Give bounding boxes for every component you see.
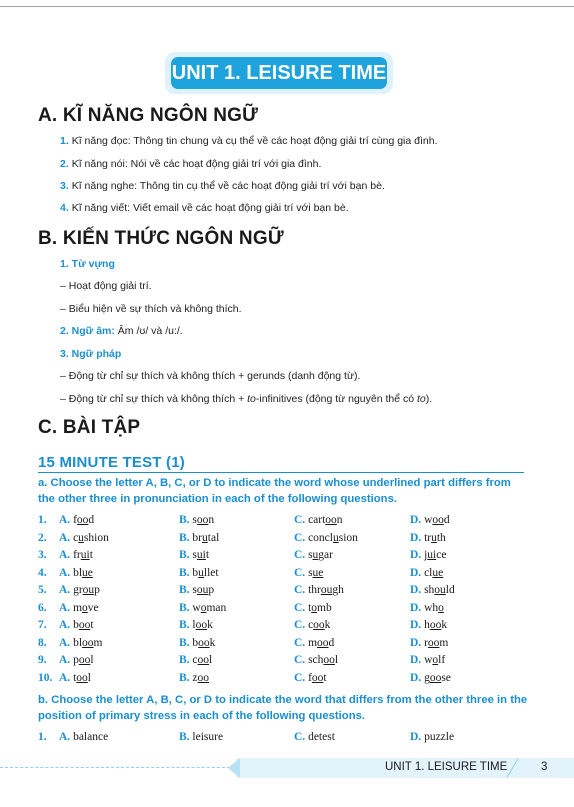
option-word: bloom <box>73 637 103 649</box>
skill-item <box>60 202 349 214</box>
phonetics-text: Âm /ʊ/ và /u:/. <box>117 325 183 337</box>
option-word: school <box>308 654 339 666</box>
underlined-part: u <box>431 532 437 544</box>
phonetics-line <box>60 325 183 337</box>
option-letter: C. <box>294 731 306 743</box>
unit-banner <box>165 52 393 94</box>
option-word: truth <box>424 532 446 544</box>
underlined-part: ue <box>432 567 444 579</box>
answer-option <box>294 619 330 631</box>
underlined-part: oo <box>317 637 329 649</box>
option-word: detest <box>308 731 335 743</box>
underlined-part: oo <box>313 619 325 631</box>
option-word: room <box>424 637 449 649</box>
option-letter: A. <box>59 584 71 596</box>
section-b-title: B. KIẾN THỨC NGÔN NGỮ <box>38 228 284 249</box>
grammar-item: – Động từ chỉ sự thích và không thích + gerunds (danh động từ). <box>60 370 361 382</box>
section-a-title: A. KĨ NĂNG NGÔN NGỮ <box>38 105 259 126</box>
answer-option <box>179 549 209 561</box>
answer-option <box>179 619 213 631</box>
underlined-part: oo <box>78 619 91 631</box>
option-letter: C. <box>294 567 306 579</box>
question-row <box>38 731 538 747</box>
underlined-part: o <box>438 602 444 614</box>
answer-option <box>59 637 102 649</box>
option-letter: B. <box>179 532 190 544</box>
option-letter: C. <box>294 619 306 631</box>
answer-option <box>294 584 344 596</box>
answer-option <box>59 532 109 544</box>
skill-item <box>60 135 438 147</box>
underlined-part: ui <box>80 549 90 561</box>
option-word: puzzle <box>424 731 455 743</box>
grammar-label: 3. Ngữ pháp <box>60 348 122 360</box>
answer-option <box>410 654 445 666</box>
option-letter: B. <box>179 654 190 666</box>
option-letter: A. <box>59 619 71 631</box>
item-text: Kĩ năng nghe: Thông tin cụ thể về các hoạt động giải trí với bạn bè. <box>71 180 385 192</box>
test-title: 15 MINUTE TEST (1) <box>38 454 185 471</box>
underlined-part: u <box>78 532 84 544</box>
option-letter: B. <box>179 731 190 743</box>
option-letter: D. <box>410 549 422 561</box>
answer-option <box>59 672 91 684</box>
question-number: 1. <box>38 514 47 526</box>
option-word: conclusion <box>308 532 358 544</box>
option-letter: A. <box>59 654 71 666</box>
option-word: tool <box>73 672 91 684</box>
answer-option <box>179 514 214 526</box>
underlined-part: oo <box>427 637 440 649</box>
option-letter: C. <box>294 654 306 666</box>
answer-option <box>59 514 94 526</box>
option-word: book <box>192 637 216 649</box>
option-word: move <box>73 602 99 614</box>
option-letter: D. <box>410 654 422 666</box>
answer-option <box>59 567 93 579</box>
vocab-item: – Hoạt động giải trí. <box>60 280 152 292</box>
option-letter: D. <box>410 514 422 526</box>
option-word: sue <box>308 567 324 579</box>
underlined-part: o <box>432 654 439 666</box>
option-word: group <box>73 584 100 596</box>
answer-option <box>294 731 335 743</box>
option-letter: A. <box>59 637 71 649</box>
skill-item <box>60 158 321 170</box>
option-letter: A. <box>59 549 71 561</box>
question-number: 5. <box>38 584 47 596</box>
item-number: 3. <box>60 180 69 192</box>
underlined-part: ou <box>320 584 333 596</box>
unit-title: UNIT 1. LEISURE TIME <box>171 57 387 89</box>
option-word: foot <box>308 672 327 684</box>
underlined-part: oo <box>78 654 91 666</box>
instruction-a: a. Choose the letter A, B, C, or D to indicate the word whose underlined part differs from the other three in pronunciation in each of the following questions. <box>38 477 511 505</box>
question-number: 8. <box>38 637 47 649</box>
answer-option <box>294 602 332 614</box>
question-number: 1. <box>38 731 47 743</box>
question-row <box>38 637 538 653</box>
answer-option <box>410 637 448 649</box>
footer-arrow-icon <box>228 758 240 778</box>
option-word: clue <box>424 567 444 579</box>
option-word: woman <box>192 602 227 614</box>
answer-option <box>59 654 94 666</box>
question-row <box>38 672 538 688</box>
option-letter: C. <box>294 584 306 596</box>
question-number: 3. <box>38 549 47 561</box>
answer-option <box>59 549 93 561</box>
underlined-part: ue <box>312 567 324 579</box>
answer-option <box>179 532 219 544</box>
instruction-b: b. Choose the letter A, B, C, or D to indicate the word that differs from the other three in the position of primary stress in each of the following questions. <box>38 694 528 722</box>
option-word: hook <box>424 619 448 631</box>
answer-option <box>294 549 333 561</box>
underlined-part: u <box>312 549 319 561</box>
grammar-italic: to <box>247 393 256 405</box>
option-letter: D. <box>410 567 422 579</box>
item-number: 2. <box>60 158 69 170</box>
answer-option <box>410 567 443 579</box>
question-number: 9. <box>38 654 47 666</box>
option-letter: A. <box>59 672 71 684</box>
answer-option <box>294 532 358 544</box>
vocab-item: – Biểu hiện về sự thích và không thích. <box>60 303 242 315</box>
option-word: food <box>73 514 95 526</box>
answer-option <box>59 584 100 596</box>
option-letter: A. <box>59 567 71 579</box>
option-word: through <box>308 584 344 596</box>
option-letter: D. <box>410 619 422 631</box>
underlined-part: ui <box>427 549 437 561</box>
grammar-item <box>60 393 432 405</box>
item-text: Kĩ năng nói: Nói về các hoạt động giải trí với gia đình. <box>71 158 322 170</box>
option-letter: A. <box>59 514 71 526</box>
underlined-part: u <box>198 567 204 579</box>
option-word: pool <box>73 654 94 666</box>
option-word: boot <box>73 619 94 631</box>
underlined-part: ou <box>196 584 209 596</box>
option-word: look <box>192 619 213 631</box>
option-word: fruit <box>73 549 93 561</box>
option-letter: A. <box>59 602 71 614</box>
answer-option <box>294 567 323 579</box>
item-number: 1. <box>60 135 69 147</box>
option-word: cushion <box>73 532 109 544</box>
underlined-part: oo <box>198 637 210 649</box>
answer-option <box>179 637 215 649</box>
underlined-part: ou <box>82 584 95 596</box>
option-letter: B. <box>179 619 190 631</box>
option-letter: A. <box>59 731 71 743</box>
option-letter: B. <box>179 672 190 684</box>
answer-option <box>410 619 447 631</box>
answer-option <box>59 602 99 614</box>
question-row <box>38 584 538 600</box>
option-letter: A. <box>59 532 71 544</box>
grammar-text: – Động từ chỉ sự thích và không thích + <box>60 393 248 405</box>
option-letter: B. <box>179 549 190 561</box>
option-word: who <box>424 602 444 614</box>
underlined-part: oo <box>76 672 88 684</box>
option-letter: C. <box>294 637 306 649</box>
option-word: soup <box>192 584 215 596</box>
option-word: bullet <box>192 567 219 579</box>
option-letter: D. <box>410 731 422 743</box>
underlined-part: oo <box>196 514 209 526</box>
option-letter: D. <box>410 602 422 614</box>
question-number: 10. <box>38 672 53 684</box>
question-row <box>38 514 538 530</box>
answer-option <box>410 549 446 561</box>
underlined-part: oo <box>429 672 442 684</box>
underlined-part: o <box>82 602 88 614</box>
underlined-part: oo <box>197 654 210 666</box>
option-word: brutal <box>192 532 220 544</box>
test-title-rule <box>38 472 524 473</box>
option-word: soon <box>192 514 215 526</box>
footer-dashed-line <box>0 767 240 768</box>
option-letter: C. <box>294 514 306 526</box>
underlined-part: u <box>332 532 339 544</box>
option-word: cook <box>308 619 331 631</box>
answer-option <box>179 654 212 666</box>
option-letter: B. <box>179 584 190 596</box>
underlined-part: u <box>202 532 208 544</box>
answer-option <box>59 619 94 631</box>
footer-unit: UNIT 1. LEISURE TIME <box>385 761 508 773</box>
underlined-part: oo <box>82 637 94 649</box>
vocab-label: 1. Từ vựng <box>60 258 115 270</box>
option-word: leisure <box>192 731 224 743</box>
underlined-part: o <box>311 602 318 614</box>
item-text: Kĩ năng viết: Viết email về các hoạt động giải trí với bạn bè. <box>71 202 349 214</box>
option-letter: D. <box>410 672 422 684</box>
option-letter: B. <box>179 637 190 649</box>
answer-option <box>59 731 108 743</box>
option-word: balance <box>73 731 109 743</box>
question-number: 6. <box>38 602 47 614</box>
top-rule <box>0 6 574 7</box>
answer-option <box>294 672 327 684</box>
option-word: tomb <box>308 602 332 614</box>
answer-option <box>294 514 343 526</box>
question-number: 4. <box>38 567 47 579</box>
question-number: 2. <box>38 532 47 544</box>
option-letter: C. <box>294 532 306 544</box>
option-word: goose <box>424 672 451 684</box>
answer-option <box>294 637 334 649</box>
answer-option <box>179 567 219 579</box>
underlined-part: oo <box>76 514 89 526</box>
option-letter: C. <box>294 602 306 614</box>
answer-option <box>179 584 214 596</box>
option-letter: D. <box>410 532 422 544</box>
option-letter: C. <box>294 672 306 684</box>
question-row <box>38 567 538 583</box>
option-word: mood <box>308 637 335 649</box>
answer-option <box>179 731 223 743</box>
option-letter: D. <box>410 584 422 596</box>
question-row <box>38 654 538 670</box>
underlined-part: oo <box>325 514 337 526</box>
phonetics-label: 2. Ngữ âm: <box>60 325 115 337</box>
underlined-part: ou <box>434 584 446 596</box>
underlined-part: oo <box>311 672 324 684</box>
underlined-part: oo <box>429 619 442 631</box>
answer-option <box>410 731 454 743</box>
option-letter: B. <box>179 602 190 614</box>
grammar-italic: to <box>417 393 426 405</box>
underlined-part: ue <box>82 567 93 579</box>
option-word: wood <box>424 514 450 526</box>
answer-option <box>410 584 455 596</box>
option-word: wolf <box>424 654 446 666</box>
grammar-text: -infinitives (động từ nguyên thể có <box>255 393 418 405</box>
option-letter: C. <box>294 549 306 561</box>
underlined-part: oo <box>323 654 335 666</box>
option-word: sugar <box>308 549 333 561</box>
option-letter: B. <box>179 567 190 579</box>
page-number: 3 <box>541 761 548 773</box>
question-row <box>38 549 538 565</box>
option-word: suit <box>192 549 210 561</box>
option-letter: B. <box>179 514 190 526</box>
underlined-part: oo <box>195 619 208 631</box>
underlined-part: ui <box>196 549 206 561</box>
option-word: cartoon <box>308 514 343 526</box>
question-row <box>38 619 538 635</box>
option-letter: D. <box>410 637 422 649</box>
answer-option <box>179 672 209 684</box>
underlined-part: o <box>200 602 207 614</box>
answer-option <box>410 514 450 526</box>
item-number: 4. <box>60 202 69 214</box>
answer-option <box>179 602 226 614</box>
option-word: cool <box>192 654 213 666</box>
option-word: zoo <box>192 672 210 684</box>
grammar-text: ). <box>425 393 433 405</box>
answer-option <box>294 654 338 666</box>
answer-option <box>410 602 444 614</box>
answer-option <box>410 532 446 544</box>
skill-item <box>60 180 385 192</box>
item-text: Kĩ năng đọc: Thông tin chung và cụ thể về các hoạt động giải trí cùng gia đình. <box>71 135 438 147</box>
option-word: blue <box>73 567 93 579</box>
option-word: juice <box>424 549 447 561</box>
question-row <box>38 532 538 548</box>
section-c-title: C. BÀI TẬP <box>38 417 141 438</box>
underlined-part: oo <box>197 672 210 684</box>
answer-option <box>410 672 451 684</box>
option-word: should <box>424 584 455 596</box>
underlined-part: oo <box>432 514 444 526</box>
question-row <box>38 602 538 618</box>
question-number: 7. <box>38 619 47 631</box>
